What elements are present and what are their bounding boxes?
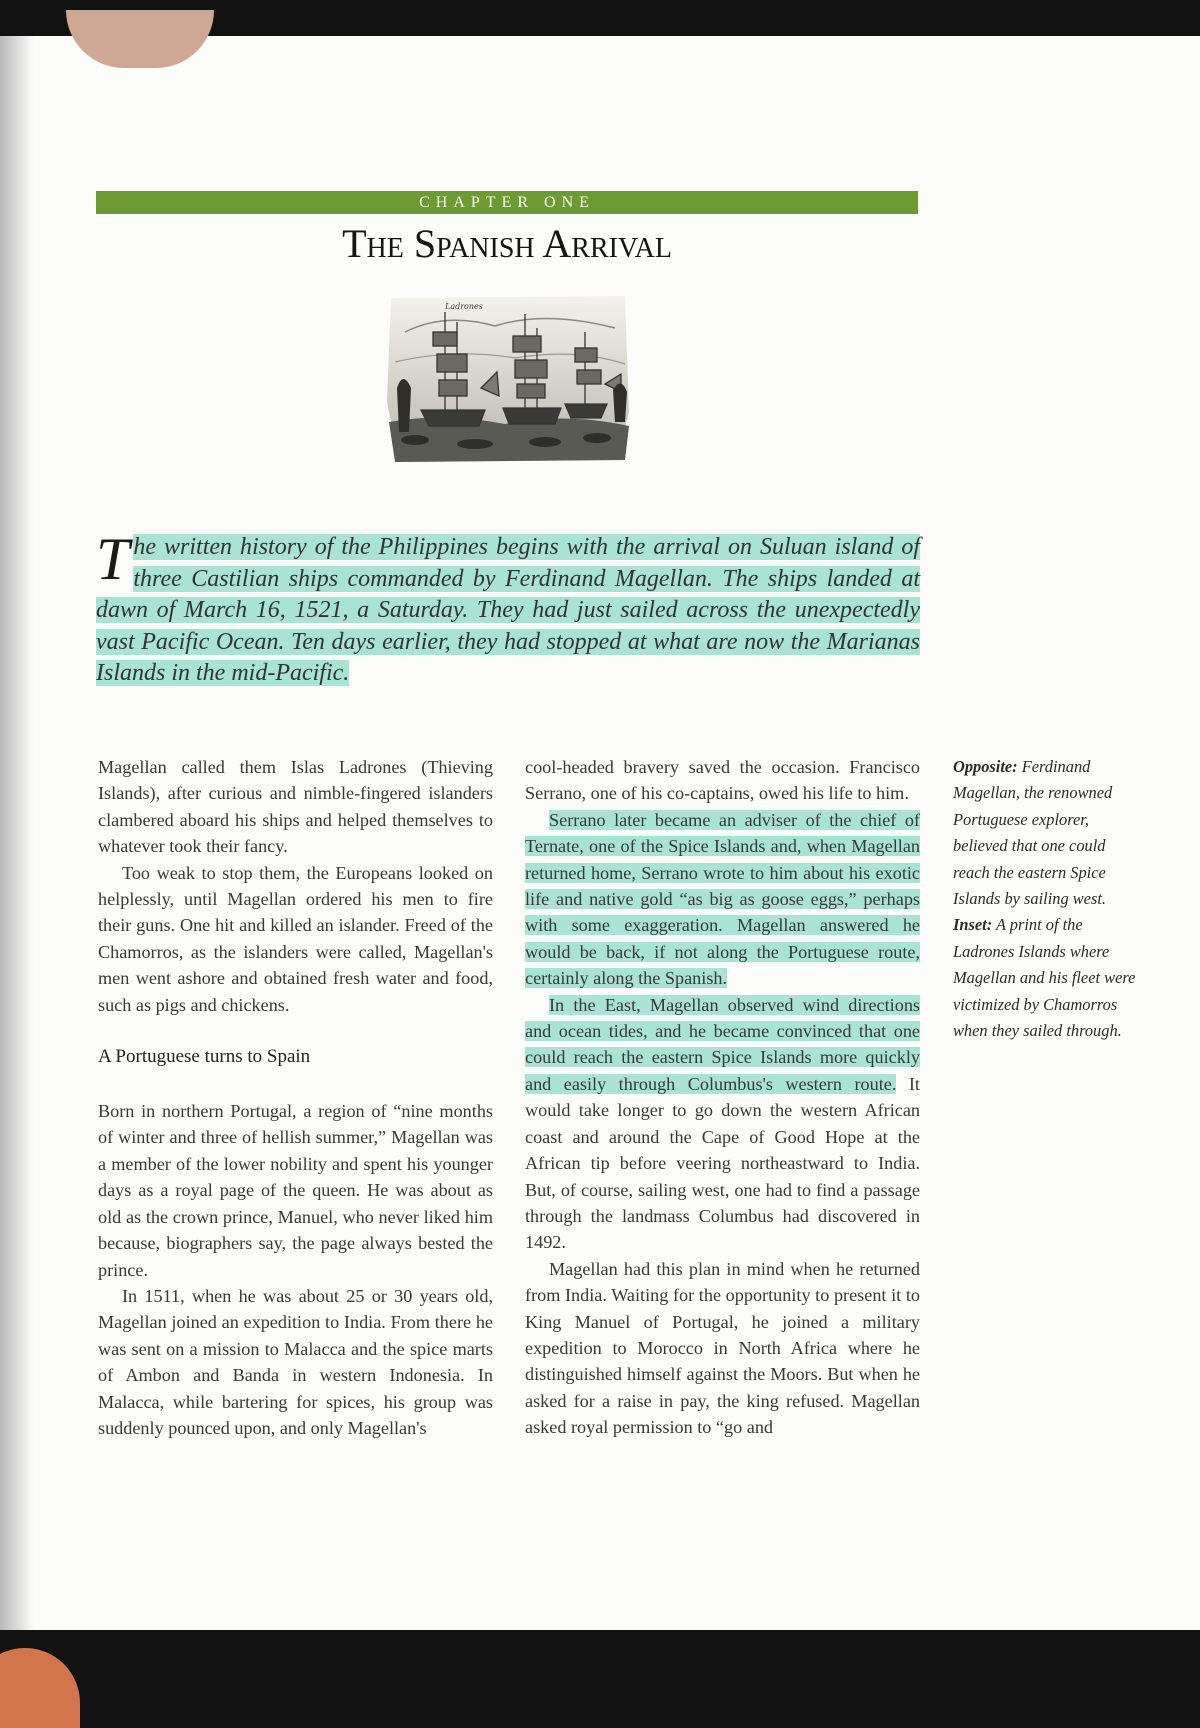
column1-paragraph-4: In 1511, when he was about 25 or 30 years old, Magellan joined an expedition to India. From there he was sent on a mission to Malacca and the spice marts of Ambon and Banda in western Indonesia. In Malacca, while bartering for spices, his group was suddenly pounced upon, and only Magellan's (98, 1285, 493, 1438)
text-column-right (525, 754, 920, 1441)
column2-paragraph-2: Serrano later became an adviser of the chief of Ternate, one of the Spice Islands and, when Magellan returned home, Serrano wrote to him about his exotic life and native gold “as big as goose eggs,” perhaps with some exaggeration. Magellan answered he would be back, if not along the Portuguese route, certainly along the Spanish. (525, 809, 920, 989)
column2-paragraph-4: Magellan had this plan in mind when he returned from India. Waiting for the opportunity to present it to King Manuel of Portugal, he joined a military expedition to Morocco in North Africa where he distinguished himself against the Moors. But when he asked for a raise in pay, the king refused. Magellan asked royal permission to “go and (525, 1258, 920, 1438)
column2-paragraph-3: In the East, Magellan observed wind directions and ocean tides, and he became convinced that one could reach the eastern Spice Islands more quickly and easily through Columbus's western route. (525, 994, 920, 1094)
inset-map-label: Ladrones (445, 302, 483, 311)
column1-paragraph-3: Born in northern Portugal, a region of “nine months of winter and three of hellish summer,” Magellan was a member of the lower nobility and spent his younger days as a royal page of the queen. He was about as old as the crown prince, Manuel, who never liked him because, biographers say, the page always bested the prince. (98, 1101, 493, 1280)
thumb-bottom (0, 1648, 80, 1728)
page-gutter-shadow (0, 36, 34, 1630)
caption-inset-label: Inset: (953, 915, 993, 935)
column1-paragraph-2: Too weak to stop them, the Europeans looked on helplessly, until Magellan ordered his men to fire their guns. One hit and killed an islander. Freed of the Chamorros, as the islanders were called, Magellan's men went ashore and obtained fresh water and food, such as pigs and chickens. (98, 862, 493, 1015)
intro-text: he written history of the Philippines begins with the arrival on Suluan island of three Castilian ships commanded by Ferdinand Magellan. The ships landed at dawn of March 16, 1521, a Saturday. They had just sailed across the unexpectedly vast Pacific Ocean. Ten days earlier, they had stopped at what are now the Marianas Islands in the mid-Pacific. (96, 534, 920, 686)
book-page (0, 36, 1200, 1630)
chapter-title: The Spanish Arrival (342, 221, 672, 266)
caption-inset-text: A print of the Ladrones Islands where Magellan and his fleet were victimized by Chamorros when they sailed through. (953, 915, 1136, 1041)
column2-paragraph-1: cool-headed bravery saved the occasion. Francisco Serrano, one of his co-captains, owed his life to him. (525, 757, 920, 804)
inset-engraving (385, 292, 631, 464)
caption-opposite-text: Ferdinand Magellan, the renowned Portuguese explorer, believed that one could reach the eastern Spice Islands by sailing west. (953, 757, 1113, 909)
column2-paragraph-3-rest: It would take longer to go down the western African coast and around the Cape of Good Hope at the African tip before veering northeastward to India. But, of course, sailing west, one had to find a passage through the landmass Columbus had discovered in 1492. (525, 1073, 920, 1253)
chapter-label: CHAPTER ONE (96, 191, 918, 214)
image-caption (953, 754, 1143, 1044)
ships-engraving-image (385, 292, 631, 464)
intro-paragraph (96, 526, 920, 690)
column1-paragraph-1: Magellan called them Islas Ladrones (Thieving Islands), after curious and nimble-fingered islanders clambered aboard his ships and helped themselves to whatever took their fancy. (98, 757, 493, 857)
text-column-left (98, 754, 493, 1441)
caption-opposite-label: Opposite: (953, 757, 1018, 776)
section-heading: A Portuguese turns to Spain (98, 1046, 311, 1068)
drop-cap: T (96, 526, 130, 592)
thumb-top (66, 10, 214, 68)
